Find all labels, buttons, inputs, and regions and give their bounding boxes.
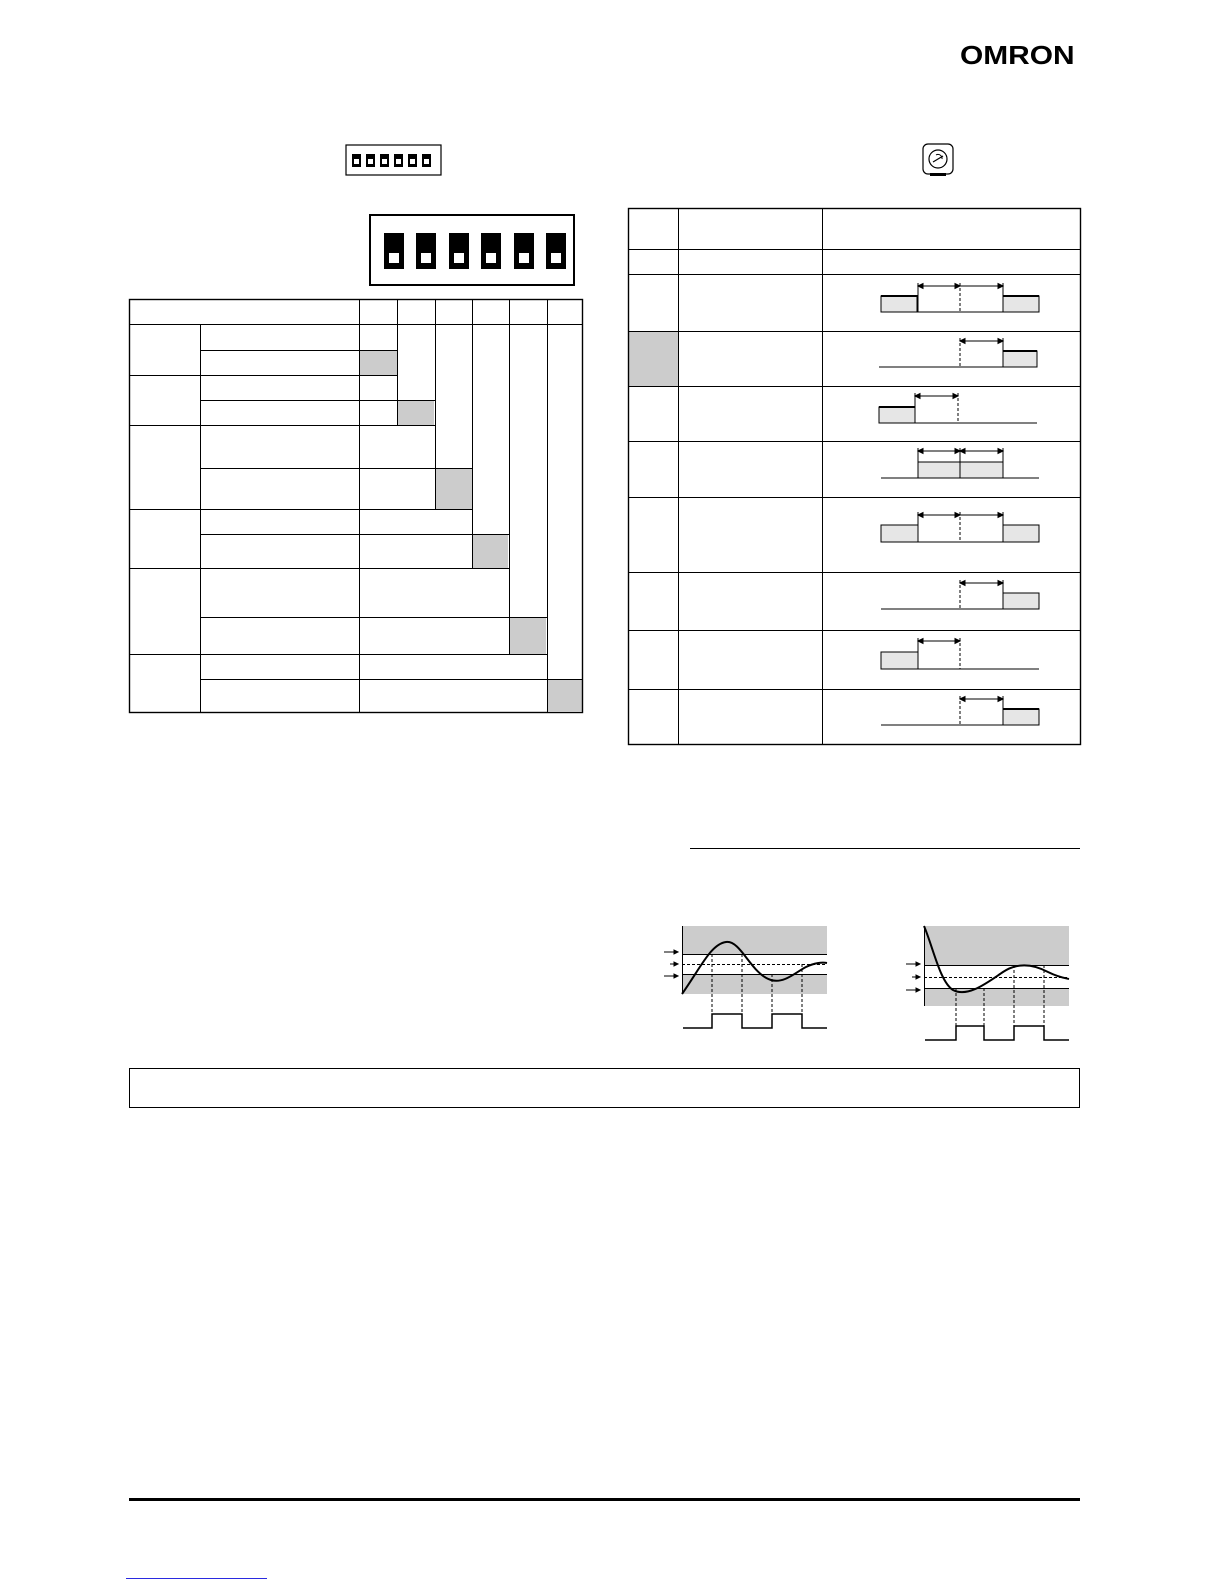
hysteresis-graph-2 [898,922,1074,1046]
dip-switch-icon [345,144,443,178]
timing-diagram-2 [879,338,1037,367]
rotary-switch-icon [920,142,956,178]
dip-switch-diagram [368,213,578,288]
omron-logo [960,40,1110,80]
timing-diagram-5 [881,512,1039,542]
timing-diagram-1 [881,283,1039,312]
timing-diagram-6 [881,580,1039,609]
mode-table-shade [629,332,678,386]
dip-setting-table-shading [360,350,583,711]
timing-diagram-7 [881,638,1039,669]
dip-setting-table [127,298,587,716]
footer-rule [129,1498,1080,1501]
section-rule [690,848,1080,849]
timing-diagram-8 [881,696,1039,725]
timing-diagram-4 [881,448,1039,478]
hysteresis-graph-1 [656,922,832,1034]
footer-link[interactable] [126,1578,267,1579]
timing-diagram-3 [879,393,1037,423]
mode-table [626,207,1084,749]
note-box [129,1068,1080,1108]
logo-text: OMRON [960,40,1075,70]
